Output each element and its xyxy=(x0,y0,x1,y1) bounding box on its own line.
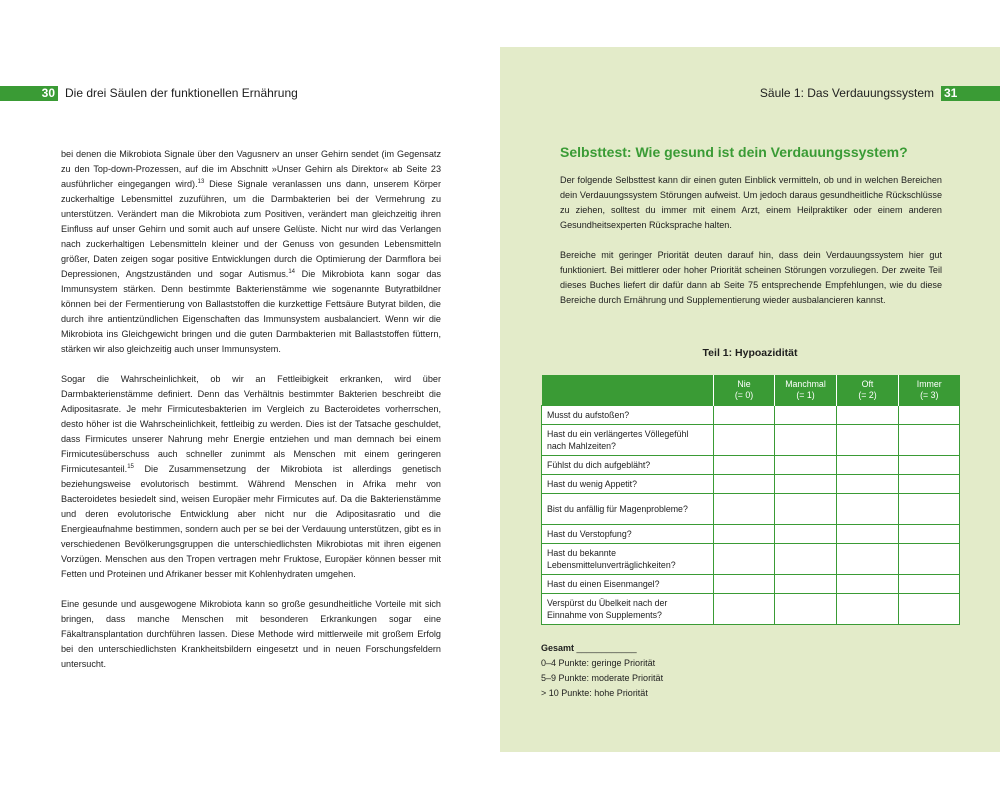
answer-cell-never[interactable] xyxy=(714,494,775,525)
question-cell: Hast du wenig Appetit? xyxy=(542,475,714,494)
answer-cell-always[interactable] xyxy=(899,406,960,425)
paragraph-text: bei denen die Mikrobiota Signale über den Vagusnerv an unser Gehirn sendet (im Gegensatz zu den Top-down-Prozessen, auf die im Abschnitt »Unser Gehirn als Direktor« ab Seite 23 ausführlicher eingegangen wird). xyxy=(61,149,441,189)
column-score: (= 1) xyxy=(796,390,815,400)
left-page-number: 30 xyxy=(41,86,55,100)
answer-cell-sometimes[interactable] xyxy=(775,544,837,575)
footnote-ref-15: 15 xyxy=(127,463,134,470)
answer-cell-sometimes[interactable] xyxy=(775,475,837,494)
answer-cell-always[interactable] xyxy=(899,544,960,575)
column-label: Oft xyxy=(861,379,874,389)
table-row xyxy=(542,425,960,456)
answer-cell-never[interactable] xyxy=(714,406,775,425)
answer-cell-often[interactable] xyxy=(837,544,899,575)
answer-cell-never[interactable] xyxy=(714,575,775,594)
question-cell: Hast du Verstopfung? xyxy=(542,525,714,544)
answer-cell-often[interactable] xyxy=(837,425,899,456)
question-cell: Musst du aufstoßen? xyxy=(542,406,714,425)
paragraph-text: Die Zusammensetzung der Mikrobiota ist allerdings genetisch beziehungsweise evolutorisch bestimmt. Während Menschen in Afrika mehr von Bacteroidetes besiedelt sind, weisen Europäer mehr Firmicutes auf. Da die Bakterienstämme und deren evolutorische Entwicklung aber nicht nur die Adipositasratio und die Energieaufnahme bestimmen, sondern auch per se bei der Verdauung unterstützen, gibt es in verschiedenen Bevölkerungsgruppen die unterschiedlichsten Mikrobiotas mit ihren eigenen Vorzügen. Menschen aus den Tropen vertragen mehr Fruktose, Europäer können besser mit Fetten und Proteinen und Afrikaner besser mit Kohlenhydraten umgehen. xyxy=(61,464,441,579)
paragraph-3: Eine gesunde und ausgewogene Mikrobiota kann so große gesundheitliche Vorteile mit sich bringen, dass manche Menschen mit besonderen Erkrankungen sogar eine Fäkaltransplantation durchführen lassen. Diese Methode wird mittlerweile mit großem Erfolg bei den unterschiedlichsten Krankheitsbildern eingesetzt und in neuen Forschungsfeldern untersucht. xyxy=(61,599,441,669)
table-row xyxy=(542,575,960,594)
answer-cell-never[interactable] xyxy=(714,594,775,625)
answer-cell-sometimes[interactable] xyxy=(775,406,837,425)
question-cell: Hast du ein verlängertes Völlegefühl nach Mahlzeiten? xyxy=(542,425,714,456)
score-range-high: > 10 Punkte: hohe Priorität xyxy=(541,688,648,698)
question-cell: Fühlst du dich aufgebläht? xyxy=(542,456,714,475)
table-row xyxy=(542,594,960,625)
paragraph-2 xyxy=(61,372,441,582)
self-test-heading: Selbsttest: Wie gesund ist dein Verdauungssystem? xyxy=(560,144,908,160)
paragraph-1 xyxy=(61,147,441,357)
answer-cell-always[interactable] xyxy=(899,456,960,475)
answer-cell-often[interactable] xyxy=(837,456,899,475)
answer-cell-sometimes[interactable] xyxy=(775,594,837,625)
question-column-header xyxy=(542,375,714,406)
answer-cell-sometimes[interactable] xyxy=(775,575,837,594)
paragraph-text: Diese Signale veranlassen uns dann, unserem Körper zuckerhaltige Lebensmittel zuzuführen, um die Darmbakterien bei der Vermehrung zu unterstützen. Verändert man die Mikrobiota zum Positiven, verändert man gleichzeitig ihren Einfluss auf unser Gehirn und somit auch auf unsere Gelüste. Nicht nur wird das Verlangen nach zuckerhaltigen Lebensmitteln kleiner und der Genuss von gesunden Lebensmitteln größer, Daten zeigen sogar positive Entwicklungen durch die Optimierung der Darmflora bei Depressionen, Angstzuständen und sogar Autismus. xyxy=(61,179,441,279)
paragraph-text: Die Mikrobiota kann sogar das Immunsystem stärken. Denn bestimmte Bakterienstämme wie sogenannte Butyratbildner können bei der Fermentierung von Ballaststoffen die kurzkettige Fettsäure Butyrat bilden, die durch ihre antientzündlichen Eigenschaften das Immunsystem ausbalanciert. Wenn wir die Mikrobiota ins Gleichgewicht bringen und die guten Darmbakterien mit Ballaststoffen füttern, stärken wir also gleichzeitig auch unser Immunsystem. xyxy=(61,269,441,354)
answer-cell-always[interactable] xyxy=(899,525,960,544)
table-row xyxy=(542,544,960,575)
self-test-intro xyxy=(560,173,942,323)
table-title: Teil 1: Hypoazidität xyxy=(702,347,798,359)
question-cell: Verspürst du Übelkeit nach der Einnahme von Supplements? xyxy=(542,594,714,625)
answer-cell-never[interactable] xyxy=(714,456,775,475)
answer-cell-often[interactable] xyxy=(837,525,899,544)
column-score: (= 3) xyxy=(920,390,939,400)
left-page-body xyxy=(61,147,441,687)
question-cell: Hast du bekannte Lebensmittelunverträglichkeiten? xyxy=(542,544,714,575)
answer-cell-often[interactable] xyxy=(837,406,899,425)
answer-cell-always[interactable] xyxy=(899,494,960,525)
table-row xyxy=(542,475,960,494)
score-range-moderate: 5–9 Punkte: moderate Priorität xyxy=(541,673,664,683)
table-row xyxy=(542,494,960,525)
table-header-row xyxy=(542,375,960,406)
total-line xyxy=(541,641,663,656)
answer-cell-never[interactable] xyxy=(714,425,775,456)
answer-cell-sometimes[interactable] xyxy=(775,494,837,525)
question-cell: Bist du anfällig für Magenprobleme? xyxy=(542,494,714,525)
footnote-ref-13: 13 xyxy=(197,178,205,185)
intro-paragraph-1: Der folgende Selbsttest kann dir einen guten Einblick vermitteln, ob und in welchen Bereichen dein Verdauungssystem Störungen aufweist. Um jedoch daraus gesundheitliche Rückschlüsse zu ziehen, solltest du immer mit einem Arzt, einem Heilpraktiker oder einem anderen Gesundheitsexperten Rücksprache halten. xyxy=(560,175,942,230)
answer-cell-often[interactable] xyxy=(837,494,899,525)
right-page-number: 31 xyxy=(944,86,958,100)
footnote-ref-14: 14 xyxy=(288,268,295,275)
answer-cell-sometimes[interactable] xyxy=(775,525,837,544)
table-row xyxy=(542,525,960,544)
table-row xyxy=(542,456,960,475)
left-running-header: Die drei Säulen der funktionellen Ernährung xyxy=(65,86,298,100)
total-blank[interactable]: ____________ xyxy=(576,643,637,653)
column-score: (= 0) xyxy=(734,390,754,400)
column-label: Manchmal xyxy=(785,379,826,389)
column-header-often xyxy=(837,375,899,406)
answer-cell-sometimes[interactable] xyxy=(775,425,837,456)
column-label: Immer xyxy=(916,379,942,389)
column-header-never xyxy=(714,375,775,406)
self-test-table xyxy=(541,375,960,625)
answer-cell-always[interactable] xyxy=(899,425,960,456)
question-cell: Hast du einen Eisenmangel? xyxy=(542,575,714,594)
score-range-low: 0–4 Punkte: geringe Priorität xyxy=(541,658,656,668)
column-label: Nie xyxy=(737,379,751,389)
answer-cell-always[interactable] xyxy=(899,575,960,594)
intro-paragraph-2: Bereiche mit geringer Priorität deuten darauf hin, dass dein Verdauungssystem hier gut funktioniert. Bei mittlerer oder hoher Priorität scheinen Störungen vorzuliegen. Der zweite Teil dieses Buches liefert dir dafür dann ab Seite 75 entsprechende Empfehlungen, wie du diese Bereiche durch Ernährung und Supplementierung wieder ausbalancieren kannst. xyxy=(560,250,942,305)
answer-cell-often[interactable] xyxy=(837,594,899,625)
answer-cell-always[interactable] xyxy=(899,594,960,625)
answer-cell-sometimes[interactable] xyxy=(775,456,837,475)
column-header-sometimes xyxy=(775,375,837,406)
scoring-legend xyxy=(541,641,663,701)
answer-cell-never[interactable] xyxy=(714,475,775,494)
column-header-always xyxy=(899,375,960,406)
column-score: (= 2) xyxy=(858,390,877,400)
answer-cell-often[interactable] xyxy=(837,575,899,594)
right-running-header: Säule 1: Das Verdauungssystem xyxy=(759,86,934,100)
total-label: Gesamt xyxy=(541,643,575,653)
answer-cell-often[interactable] xyxy=(837,475,899,494)
answer-cell-never[interactable] xyxy=(714,525,775,544)
table-row xyxy=(542,406,960,425)
paragraph-text: Sogar die Wahrscheinlichkeit, ob wir an Fettleibigkeit erkranken, wird über Darmbakterienstämme definiert. Denn das Verhältnis bestimmter Bakterien beschreibt die Adipositasrate. Je mehr Firmicutesbakterien im Vergleich zu Bacteroidetes vorherrschen, desto höher ist die Wahrscheinlichkeit, fettleibig zu werden. Dies ist der Tatsache geschuldet, dass Firmicutes unserer Nahrung mehr Energie entziehen und man demnach bei einem Firmicutesüberschuss auch schneller zunimmt als Menschen mit einem geringeren Firmicutesanteil. xyxy=(61,374,441,474)
answer-cell-always[interactable] xyxy=(899,475,960,494)
answer-cell-never[interactable] xyxy=(714,544,775,575)
